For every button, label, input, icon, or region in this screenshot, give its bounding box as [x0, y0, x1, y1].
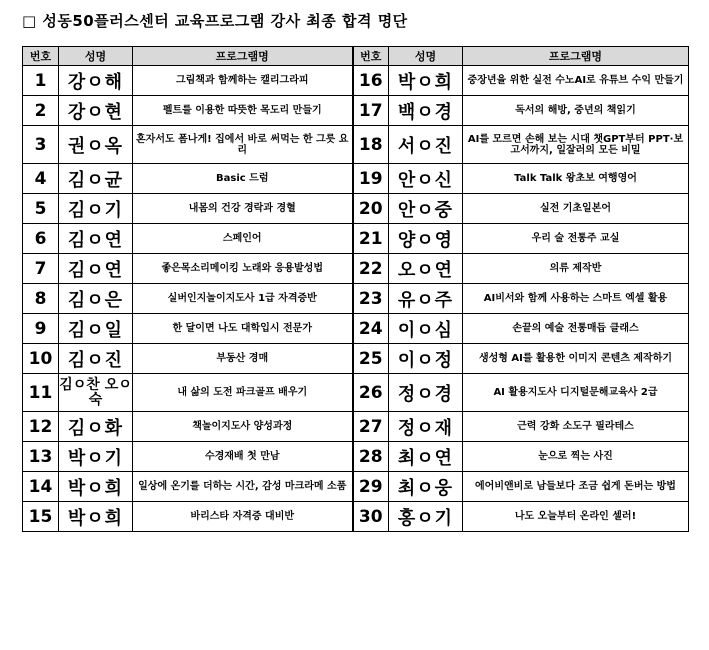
instructor-name: 최ㅇ연 — [389, 442, 463, 472]
row-number: 17 — [353, 96, 389, 126]
program-name: 내 삶의 도전 파크골프 배우기 — [133, 374, 353, 412]
row-number: 14 — [23, 472, 59, 502]
table-row — [23, 314, 689, 344]
instructor-name: 최ㅇ웅 — [389, 472, 463, 502]
row-number: 18 — [353, 126, 389, 164]
program-name: 손끝의 예술 전통매듭 클래스 — [463, 314, 689, 344]
row-number: 21 — [353, 224, 389, 254]
row-number: 20 — [353, 194, 389, 224]
program-name: 에어비앤비로 남들보다 조금 쉽게 돈버는 방법 — [463, 472, 689, 502]
table-row — [23, 254, 689, 284]
instructor-name: 서ㅇ진 — [389, 126, 463, 164]
instructor-name: 강ㅇ현 — [59, 96, 133, 126]
program-name: 근력 강화 소도구 필라테스 — [463, 412, 689, 442]
row-number: 11 — [23, 374, 59, 412]
program-name: 우리 술 전통주 교실 — [463, 224, 689, 254]
row-number: 5 — [23, 194, 59, 224]
table-row — [23, 502, 689, 532]
program-name: 의류 제작반 — [463, 254, 689, 284]
table-row — [23, 344, 689, 374]
table-row — [23, 284, 689, 314]
instructor-name: 안ㅇ신 — [389, 164, 463, 194]
header-program: 프로그램명 — [463, 47, 689, 66]
program-name: 혼자서도 폼나게! 집에서 바로 써먹는 한 그릇 요리 — [133, 126, 353, 164]
program-name: 그림책과 함께하는 캘리그라피 — [133, 66, 353, 96]
program-name: 한 달이면 나도 대학입시 전문가 — [133, 314, 353, 344]
row-number: 1 — [23, 66, 59, 96]
program-name: AI 활용지도사 디지털문해교육사 2급 — [463, 374, 689, 412]
program-name: 좋은목소리메이킹 노래와 응용발성법 — [133, 254, 353, 284]
row-number: 22 — [353, 254, 389, 284]
table-row — [23, 442, 689, 472]
instructor-name: 강ㅇ해 — [59, 66, 133, 96]
instructor-name: 김ㅇ화 — [59, 412, 133, 442]
program-name: 펠트를 이용한 따뜻한 목도리 만들기 — [133, 96, 353, 126]
program-name: 독서의 해방, 중년의 책읽기 — [463, 96, 689, 126]
program-name: 실버인지놀이지도사 1급 자격증반 — [133, 284, 353, 314]
table-row — [23, 472, 689, 502]
program-name: Talk Talk 왕초보 여행영어 — [463, 164, 689, 194]
row-number: 7 — [23, 254, 59, 284]
instructor-name: 양ㅇ영 — [389, 224, 463, 254]
table-row — [23, 126, 689, 164]
program-name: 눈으로 찍는 사진 — [463, 442, 689, 472]
row-number: 27 — [353, 412, 389, 442]
table-row — [23, 96, 689, 126]
instructor-name: 이ㅇ정 — [389, 344, 463, 374]
instructor-name: 이ㅇ심 — [389, 314, 463, 344]
instructor-name: 백ㅇ경 — [389, 96, 463, 126]
header-program: 프로그램명 — [133, 47, 353, 66]
program-name: 일상에 온기를 더하는 시간, 감성 마크라메 소품 — [133, 472, 353, 502]
header-name: 성명 — [389, 47, 463, 66]
row-number: 6 — [23, 224, 59, 254]
header-num: 번호 — [353, 47, 389, 66]
row-number: 25 — [353, 344, 389, 374]
page-title: □ 성동50플러스센터 교육프로그램 강사 최종 합격 명단 — [22, 12, 408, 30]
row-number: 26 — [353, 374, 389, 412]
program-name: Basic 드럼 — [133, 164, 353, 194]
instructor-name: 김ㅇ은 — [59, 284, 133, 314]
row-number: 24 — [353, 314, 389, 344]
instructor-name: 홍ㅇ기 — [389, 502, 463, 532]
row-number: 29 — [353, 472, 389, 502]
instructor-name: 권ㅇ옥 — [59, 126, 133, 164]
program-name: AI를 모르면 손해 보는 시대 챗GPT부터 PPT·보고서까지, 일잘러의 모든 비밀 — [463, 126, 689, 164]
row-number: 12 — [23, 412, 59, 442]
table-row — [23, 412, 689, 442]
instructor-name: 김ㅇ일 — [59, 314, 133, 344]
header-num: 번호 — [23, 47, 59, 66]
table-row — [23, 66, 689, 96]
row-number: 23 — [353, 284, 389, 314]
row-number: 3 — [23, 126, 59, 164]
program-name: 실전 기초일본어 — [463, 194, 689, 224]
table-row — [23, 224, 689, 254]
row-number: 16 — [353, 66, 389, 96]
row-number: 2 — [23, 96, 59, 126]
instructor-name: 김ㅇ연 — [59, 224, 133, 254]
table-row — [23, 374, 689, 412]
program-name: 바리스타 자격증 대비반 — [133, 502, 353, 532]
instructor-name: 김ㅇ연 — [59, 254, 133, 284]
instructor-name: 김ㅇ균 — [59, 164, 133, 194]
roster-table — [22, 46, 689, 532]
header-name: 성명 — [59, 47, 133, 66]
instructor-name: 정ㅇ재 — [389, 412, 463, 442]
program-name: 수경재배 첫 만남 — [133, 442, 353, 472]
row-number: 15 — [23, 502, 59, 532]
program-name: 중장년을 위한 실전 수노AI로 유튜브 수익 만들기 — [463, 66, 689, 96]
row-number: 13 — [23, 442, 59, 472]
instructor-name: 박ㅇ희 — [389, 66, 463, 96]
row-number: 8 — [23, 284, 59, 314]
instructor-name: 안ㅇ중 — [389, 194, 463, 224]
program-name: 내몸의 건강 경락과 경혈 — [133, 194, 353, 224]
instructor-name: 김ㅇ진 — [59, 344, 133, 374]
program-name: AI비서와 함께 사용하는 스마트 엑셀 활용 — [463, 284, 689, 314]
program-name: 책놀이지도사 양성과정 — [133, 412, 353, 442]
program-name: 스페인어 — [133, 224, 353, 254]
row-number: 4 — [23, 164, 59, 194]
instructor-name: 오ㅇ연 — [389, 254, 463, 284]
row-number: 10 — [23, 344, 59, 374]
row-number: 19 — [353, 164, 389, 194]
row-number: 28 — [353, 442, 389, 472]
instructor-name: 김ㅇ기 — [59, 194, 133, 224]
instructor-name: 박ㅇ희 — [59, 502, 133, 532]
row-number: 9 — [23, 314, 59, 344]
instructor-name: 김ㅇ찬 오ㅇ숙 — [59, 374, 133, 412]
instructor-name: 박ㅇ기 — [59, 442, 133, 472]
row-number: 30 — [353, 502, 389, 532]
table-row — [23, 194, 689, 224]
program-name: 나도 오늘부터 온라인 셀러! — [463, 502, 689, 532]
program-name: 부동산 경매 — [133, 344, 353, 374]
instructor-name: 유ㅇ주 — [389, 284, 463, 314]
table-row — [23, 164, 689, 194]
instructor-name: 박ㅇ희 — [59, 472, 133, 502]
instructor-name: 정ㅇ경 — [389, 374, 463, 412]
program-name: 생성형 AI를 활용한 이미지 콘텐츠 제작하기 — [463, 344, 689, 374]
header-row — [23, 47, 689, 66]
